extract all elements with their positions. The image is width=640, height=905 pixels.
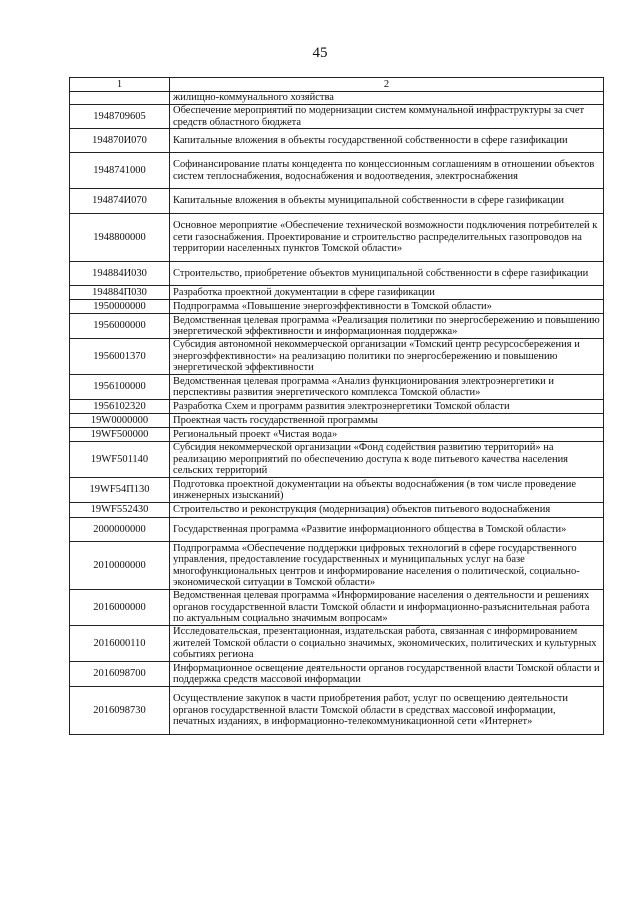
row-description: Субсидия автономной некоммерческой организации «Томский центр ресурсосбережения и энергоэффективности» на реализацию политики по энергосбережению и повышению энергетической эффективности — [170, 339, 604, 375]
table-row — [70, 428, 604, 442]
row-description: Проектная часть государственной программы — [170, 414, 604, 428]
table-row — [70, 400, 604, 414]
row-description: Ведомственная целевая программа «Реализация политики по энергосбережению и повышению энергетической эффективности и информационная поддержка» — [170, 314, 604, 339]
row-code: 2016000000 — [70, 590, 170, 626]
row-description: Региональный проект «Чистая вода» — [170, 428, 604, 442]
table-row — [70, 214, 604, 262]
row-code: 19W0000000 — [70, 414, 170, 428]
row-description: Основное мероприятие «Обеспечение технической возможности подключения потребителей к сети газоснабжения. Проектирование и строительство распределительных газопроводов на территории населенных пунктов Томской области» — [170, 214, 604, 262]
table-row — [70, 542, 604, 590]
table-row — [70, 478, 604, 503]
row-description: Ведомственная целевая программа «Информирование населения о деятельности и решениях органов государственной власти Томской области и информационно-разъяснительная работа по актуальным социально значимым вопросам» — [170, 590, 604, 626]
row-code: 2016098700 — [70, 662, 170, 687]
row-code: 2010000000 — [70, 542, 170, 590]
table-row — [70, 590, 604, 626]
row-code: 194884И030 — [70, 262, 170, 286]
row-code: 1948741000 — [70, 153, 170, 189]
table-body — [70, 92, 604, 735]
row-description: Подпрограмма «Обеспечение поддержки цифровых технологий в сфере государственного управления, предоставление государственных и муниципальных услуг на базе многофункциональных центров и информирование населения о политической, социально-экономической ситуации в Томской области» — [170, 542, 604, 590]
row-description: Софинансирование платы концедента по концессионным соглашениям в отношении объектов систем теплоснабжения, водоснабжения и водоотведения, электроснабжения — [170, 153, 604, 189]
table-row — [70, 339, 604, 375]
table-header-row — [70, 78, 604, 92]
row-description: Разработка проектной документации в сфере газификации — [170, 286, 604, 300]
row-description: Капитальные вложения в объекты государственной собственности в сфере газификации — [170, 129, 604, 153]
row-code: 1948709605 — [70, 105, 170, 129]
table-row — [70, 262, 604, 286]
row-code: 2016098730 — [70, 687, 170, 735]
row-description: Информационное освещение деятельности органов государственной власти Томской области и поддержка средств массовой информации — [170, 662, 604, 687]
row-description: Ведомственная целевая программа «Анализ функционирования электроэнергетики и перспективы развития энергетического комплекса Томской области» — [170, 375, 604, 400]
row-code: 1956000000 — [70, 314, 170, 339]
row-code: 194870И070 — [70, 129, 170, 153]
row-description: Строительство и реконструкция (модернизация) объектов питьевого водоснабжения — [170, 503, 604, 518]
page-number: 45 — [312, 45, 328, 61]
row-code: 194884П030 — [70, 286, 170, 300]
row-code: 1956100000 — [70, 375, 170, 400]
row-code: 19WF54П130 — [70, 478, 170, 503]
row-description: Капитальные вложения в объекты муниципальной собственности в сфере газификации — [170, 189, 604, 214]
row-code — [70, 92, 170, 105]
table-row — [70, 153, 604, 189]
row-description: Субсидия некоммерческой организации «Фонд содействия развитию территорий» на реализацию мероприятий по обеспечению доступа к воде питьевого качества населения сельских территорий — [170, 442, 604, 478]
row-code: 1956001370 — [70, 339, 170, 375]
row-description: Обеспечение мероприятий по модернизации систем коммунальной инфраструктуры за счет средств областного бюджета — [170, 105, 604, 129]
table-row — [70, 662, 604, 687]
row-code: 2016000110 — [70, 626, 170, 662]
table-row — [70, 92, 604, 105]
table-row — [70, 687, 604, 735]
table-row — [70, 105, 604, 129]
table-row — [70, 314, 604, 339]
table-row — [70, 286, 604, 300]
row-code: 1956102320 — [70, 400, 170, 414]
table-row — [70, 375, 604, 400]
row-code: 2000000000 — [70, 518, 170, 542]
row-code: 1950000000 — [70, 300, 170, 314]
table-row — [70, 518, 604, 542]
budget-classification-table — [69, 77, 604, 735]
row-description: Строительство, приобретение объектов муниципальной собственности в сфере газификации — [170, 262, 604, 286]
row-description: Государственная программа «Развитие информационного общества в Томской области» — [170, 518, 604, 542]
table-row — [70, 442, 604, 478]
row-description: Осуществление закупок в части приобретения работ, услуг по освещению деятельности органов государственной власти Томской области в средствах массовой информации, печатных изданиях, в информационно-телекоммуникационной сети «Интернет» — [170, 687, 604, 735]
row-code: 194874И070 — [70, 189, 170, 214]
row-description: жилищно-коммунального хозяйства — [170, 92, 604, 105]
table-row — [70, 503, 604, 518]
row-description: Подпрограмма «Повышение энергоэффективности в Томской области» — [170, 300, 604, 314]
column-header-code: 1 — [70, 78, 170, 92]
row-code: 1948800000 — [70, 214, 170, 262]
column-header-description: 2 — [170, 78, 604, 92]
table-row — [70, 129, 604, 153]
table-row — [70, 626, 604, 662]
row-code: 19WF501140 — [70, 442, 170, 478]
row-description: Исследовательская, презентационная, издательская работа, связанная с информированием жителей Томской области о социально значимых, экономических, политических и культурных событиях региона — [170, 626, 604, 662]
table-row — [70, 189, 604, 214]
row-description: Разработка Схем и программ развития электроэнергетики Томской области — [170, 400, 604, 414]
row-code: 19WF500000 — [70, 428, 170, 442]
row-description: Подготовка проектной документации на объекты водоснабжения (в том числе проведение инженерных изысканий) — [170, 478, 604, 503]
table-row — [70, 414, 604, 428]
table-row — [70, 300, 604, 314]
row-code: 19WF552430 — [70, 503, 170, 518]
